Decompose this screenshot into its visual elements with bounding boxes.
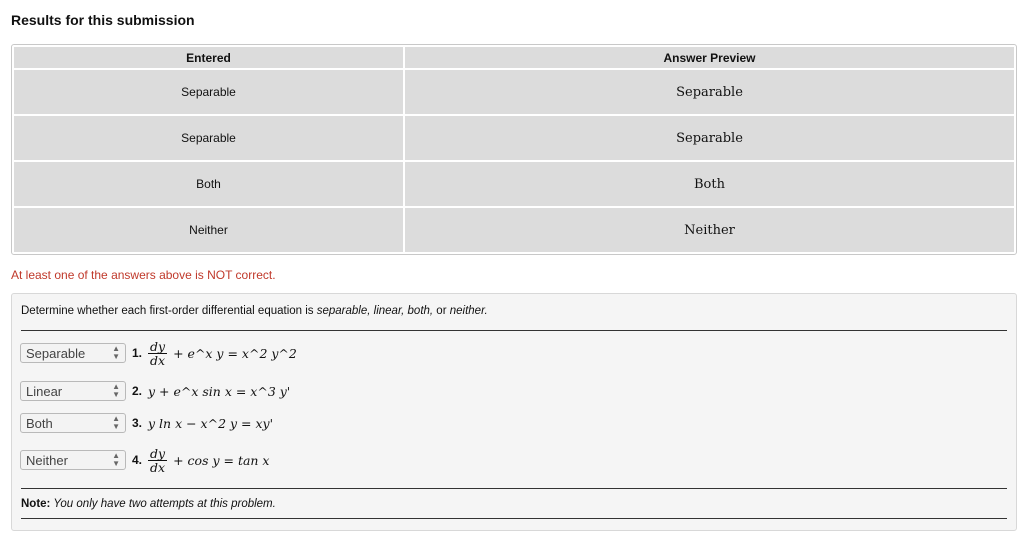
divider — [21, 518, 1007, 519]
equation-1 — [148, 340, 297, 367]
question-row-2 — [20, 380, 290, 402]
preview-cell: Separable — [405, 70, 1014, 114]
question-row-1 — [20, 338, 297, 368]
select-arrows-icon: ▲ ▼ — [112, 382, 120, 399]
question-row-4 — [20, 445, 270, 475]
preview-cell: Separable — [405, 116, 1014, 160]
equation-rest: + e^x y = x^2 y^2 — [173, 345, 297, 361]
problem-prompt — [21, 305, 488, 317]
answer-select-1[interactable] — [20, 343, 126, 363]
selected-value: Linear — [26, 383, 63, 399]
fraction — [148, 340, 167, 367]
entered-cell: Both — [14, 162, 403, 206]
table-row — [14, 162, 1014, 206]
selected-value: Both — [26, 415, 53, 431]
header-answer-preview: Answer Preview — [405, 47, 1014, 68]
fraction — [148, 447, 167, 474]
divider — [21, 488, 1007, 489]
question-number: 4. — [132, 453, 143, 467]
preview-cell: Neither — [405, 208, 1014, 252]
equation-rest: + cos y = tan x — [173, 452, 270, 468]
selected-value: Separable — [26, 345, 86, 361]
incorrect-warning: At least one of the answers above is NOT correct. — [11, 268, 276, 282]
equation-3: y ln x − x^2 y = xy' — [148, 415, 274, 431]
table-row — [14, 70, 1014, 114]
prompt-options: separable, linear, both, — [316, 305, 434, 317]
page-title: Results for this submission — [11, 12, 195, 28]
note-label: Note: — [21, 498, 51, 510]
note-text: You only have two attempts at this problem. — [50, 498, 276, 510]
answer-select-4[interactable] — [20, 450, 126, 470]
answer-select-3[interactable] — [20, 413, 126, 433]
equation-4 — [148, 447, 269, 474]
entered-cell: Separable — [14, 70, 403, 114]
selected-value: Neither — [26, 452, 68, 468]
prompt-text: Determine whether each first-order differential equation is — [21, 305, 317, 317]
question-number: 1. — [132, 346, 143, 360]
preview-cell: Both — [405, 162, 1014, 206]
problem-box — [11, 293, 1017, 531]
select-arrows-icon: ▲ ▼ — [112, 344, 120, 361]
question-number: 2. — [132, 384, 143, 398]
table-row — [14, 208, 1014, 252]
select-arrows-icon: ▲ ▼ — [112, 451, 120, 468]
results-header-row — [14, 47, 1014, 68]
divider — [21, 330, 1007, 331]
fraction-denominator: dx — [150, 459, 166, 475]
fraction-denominator: dx — [150, 352, 166, 368]
answer-select-2[interactable] — [20, 381, 126, 401]
select-arrows-icon: ▲ ▼ — [112, 414, 120, 431]
entered-cell: Neither — [14, 208, 403, 252]
attempts-note — [21, 498, 276, 510]
header-entered: Entered — [14, 47, 403, 68]
fraction-numerator: dy — [150, 338, 166, 354]
question-row-3 — [20, 412, 273, 434]
question-number: 3. — [132, 416, 143, 430]
fraction-numerator: dy — [150, 445, 166, 461]
prompt-neither: neither. — [449, 305, 488, 317]
prompt-or: or — [433, 305, 450, 317]
results-table — [11, 44, 1017, 255]
entered-cell: Separable — [14, 116, 403, 160]
equation-2: y + e^x sin x = x^3 y' — [148, 383, 291, 399]
table-row — [14, 116, 1014, 160]
